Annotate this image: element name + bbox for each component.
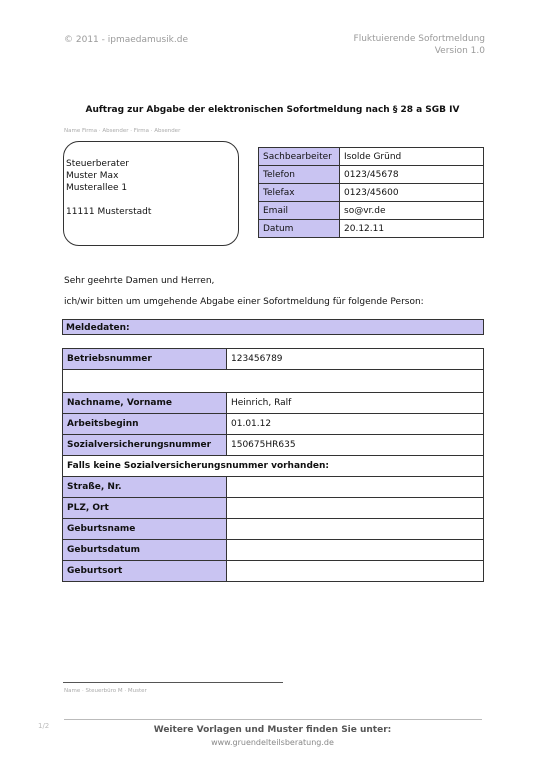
address-line: 11111 Musterstadt xyxy=(66,207,152,217)
blank-row xyxy=(63,370,484,393)
field-value[interactable] xyxy=(227,477,484,498)
field-value[interactable]: Heinrich, Ralf xyxy=(227,393,484,414)
table-row xyxy=(63,414,484,435)
contact-value: so@vr.de xyxy=(340,202,484,220)
address-line: Musterallee 1 xyxy=(66,183,128,193)
field-label: Sozialversicherungsnummer xyxy=(63,435,227,456)
table-row xyxy=(63,456,484,477)
field-label: Nachname, Vorname xyxy=(63,393,227,414)
field-label: Betriebsnummer xyxy=(63,349,227,370)
contact-value: 0123/45678 xyxy=(340,166,484,184)
field-label: PLZ, Ort xyxy=(63,498,227,519)
contact-table xyxy=(258,147,484,238)
table-row xyxy=(63,477,484,498)
footnote: Name · Steuerbüro M · Muster xyxy=(64,688,147,694)
field-label: Straße, Nr. xyxy=(63,477,227,498)
field-value[interactable] xyxy=(227,540,484,561)
table-row xyxy=(63,393,484,414)
field-value[interactable] xyxy=(227,561,484,582)
header-doc-name: Fluktuierende Sofortmeldung xyxy=(353,34,485,44)
contact-row xyxy=(259,202,484,220)
page-number: 1/2 xyxy=(38,722,50,730)
footer-text: Weitere Vorlagen und Muster finden Sie unter: xyxy=(153,725,392,735)
contact-row xyxy=(259,184,484,202)
document-title: Auftrag zur Abgabe der elektronischen Sofortmeldung nach § 28 a SGB IV xyxy=(85,105,460,115)
footer-url[interactable]: www.gruendelteilsberatung.de xyxy=(211,738,334,747)
address-line: Muster Max xyxy=(66,171,119,181)
intro-text: ich/wir bitten um umgehende Abgabe einer Sofortmeldung für folgende Person: xyxy=(64,297,424,307)
field-label: Geburtsdatum xyxy=(63,540,227,561)
header-copyright: © 2011 - ipmaedamusik.de xyxy=(64,35,188,45)
field-value[interactable] xyxy=(227,498,484,519)
address-line: Steuerberater xyxy=(66,159,129,169)
contact-value: Isolde Gründ xyxy=(340,148,484,166)
table-row xyxy=(63,349,484,370)
greeting: Sehr geehrte Damen und Herren, xyxy=(64,276,215,286)
table-row xyxy=(63,370,484,393)
sender-reference-line: Name Firma · Absender · Firma · Absender xyxy=(64,128,181,134)
footnote-divider xyxy=(63,682,283,683)
contact-label: Telefon xyxy=(259,166,340,184)
field-value[interactable]: 150675HR635 xyxy=(227,435,484,456)
contact-value: 20.12.11 xyxy=(340,220,484,238)
table-row xyxy=(63,498,484,519)
table-row xyxy=(63,540,484,561)
table-row xyxy=(63,435,484,456)
meldedaten-header: Meldedaten: xyxy=(62,319,484,335)
table-row xyxy=(63,519,484,540)
address-block xyxy=(66,158,151,218)
contact-row xyxy=(259,148,484,166)
contact-value: 0123/45600 xyxy=(340,184,484,202)
contact-label: Sachbearbeiter xyxy=(259,148,340,166)
field-label: Geburtsname xyxy=(63,519,227,540)
field-value[interactable]: 123456789 xyxy=(227,349,484,370)
field-label: Geburtsort xyxy=(63,561,227,582)
contact-row xyxy=(259,166,484,184)
meldedaten-table xyxy=(62,348,484,582)
field-value[interactable]: 01.01.12 xyxy=(227,414,484,435)
field-value[interactable] xyxy=(227,519,484,540)
contact-row xyxy=(259,220,484,238)
fallback-note: Falls keine Sozialversicherungsnummer vorhanden: xyxy=(63,456,484,477)
field-label: Arbeitsbeginn xyxy=(63,414,227,435)
contact-label: Telefax xyxy=(259,184,340,202)
contact-label: Datum xyxy=(259,220,340,238)
table-row xyxy=(63,561,484,582)
contact-label: Email xyxy=(259,202,340,220)
footer-divider xyxy=(64,719,482,720)
header-version: Version 1.0 xyxy=(434,46,485,56)
header-doc-info xyxy=(354,33,485,57)
